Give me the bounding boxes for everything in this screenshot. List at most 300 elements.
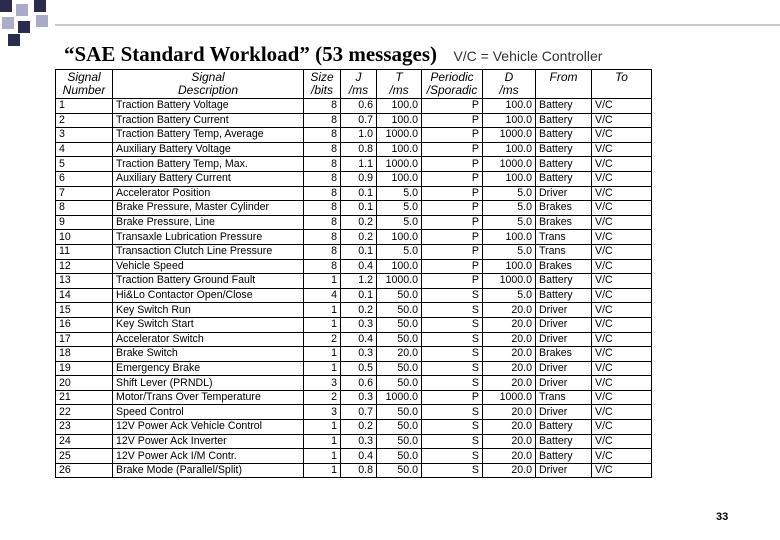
cell-to: V/C (592, 230, 652, 245)
slide-title (64, 42, 602, 67)
cell-jitter: 0.4 (341, 332, 377, 347)
table-row (56, 128, 652, 143)
cell-periodic-sporadic: P (422, 157, 483, 172)
cell-size: 1 (304, 420, 341, 435)
cell-jitter: 0.6 (341, 376, 377, 391)
table-row (56, 171, 652, 186)
square-icon (16, 4, 28, 16)
cell-size: 1 (304, 449, 341, 464)
cell-period: 50.0 (377, 376, 422, 391)
cell-from: Battery (536, 420, 592, 435)
cell-deadline: 1000.0 (483, 128, 536, 143)
cell-to: V/C (592, 463, 652, 478)
cell-jitter: 0.3 (341, 317, 377, 332)
cell-signal-description: Traction Battery Temp, Max. (113, 157, 304, 172)
cell-to: V/C (592, 303, 652, 318)
cell-size: 8 (304, 186, 341, 201)
cell-deadline: 20.0 (483, 317, 536, 332)
column-header-line: D (504, 70, 514, 84)
cell-from: Battery (536, 157, 592, 172)
cell-from: Brakes (536, 347, 592, 362)
cell-signal-description: Accelerator Position (113, 186, 304, 201)
cell-jitter: 0.1 (341, 288, 377, 303)
cell-to: V/C (592, 449, 652, 464)
cell-to: V/C (592, 142, 652, 157)
cell-jitter: 0.8 (341, 463, 377, 478)
cell-deadline: 100.0 (483, 230, 536, 245)
cell-jitter: 1.0 (341, 128, 377, 143)
table-row (56, 99, 652, 114)
cell-signal-description: Motor/Trans Over Temperature (113, 390, 304, 405)
cell-size: 4 (304, 288, 341, 303)
cell-periodic-sporadic: S (422, 317, 483, 332)
cell-size: 8 (304, 215, 341, 230)
table-row (56, 303, 652, 318)
table-row (56, 215, 652, 230)
cell-signal-number: 11 (56, 244, 113, 259)
square-icon (18, 21, 30, 33)
cell-signal-number: 12 (56, 259, 113, 274)
cell-periodic-sporadic: S (422, 449, 483, 464)
cell-signal-description: 12V Power Ack Vehicle Control (113, 420, 304, 435)
cell-periodic-sporadic: P (422, 244, 483, 259)
cell-deadline: 20.0 (483, 347, 536, 362)
cell-periodic-sporadic: S (422, 347, 483, 362)
cell-signal-number: 15 (56, 303, 113, 318)
table-row (56, 230, 652, 245)
cell-to: V/C (592, 361, 652, 376)
cell-signal-description: Accelerator Switch (113, 332, 304, 347)
cell-signal-number: 22 (56, 405, 113, 420)
table-row (56, 317, 652, 332)
cell-from: Driver (536, 317, 592, 332)
cell-size: 1 (304, 347, 341, 362)
cell-from: Trans (536, 230, 592, 245)
cell-jitter: 0.1 (341, 201, 377, 216)
cell-signal-description: Key Switch Start (113, 317, 304, 332)
cell-signal-description: Brake Pressure, Master Cylinder (113, 201, 304, 216)
cell-periodic-sporadic: S (422, 361, 483, 376)
cell-to: V/C (592, 113, 652, 128)
cell-period: 100.0 (377, 171, 422, 186)
cell-periodic-sporadic: P (422, 142, 483, 157)
cell-periodic-sporadic: P (422, 390, 483, 405)
cell-from: Brakes (536, 215, 592, 230)
cell-from: Driver (536, 463, 592, 478)
cell-size: 1 (304, 463, 341, 478)
cell-size: 1 (304, 274, 341, 289)
cell-signal-description: Key Switch Run (113, 303, 304, 318)
cell-jitter: 0.7 (341, 113, 377, 128)
cell-from: Battery (536, 113, 592, 128)
cell-periodic-sporadic: P (422, 259, 483, 274)
cell-periodic-sporadic: S (422, 332, 483, 347)
page-number: 33 (716, 511, 729, 523)
column-header-from (536, 70, 592, 99)
cell-size: 8 (304, 244, 341, 259)
cell-deadline: 1000.0 (483, 274, 536, 289)
cell-periodic-sporadic: P (422, 215, 483, 230)
table-header-row (56, 70, 652, 99)
cell-period: 100.0 (377, 259, 422, 274)
table-row (56, 390, 652, 405)
cell-jitter: 0.7 (341, 405, 377, 420)
square-icon (8, 34, 20, 46)
cell-to: V/C (592, 215, 652, 230)
cell-deadline: 5.0 (483, 201, 536, 216)
cell-size: 2 (304, 332, 341, 347)
cell-periodic-sporadic: S (422, 463, 483, 478)
cell-deadline: 20.0 (483, 303, 536, 318)
cell-signal-number: 18 (56, 347, 113, 362)
cell-jitter: 0.2 (341, 420, 377, 435)
cell-signal-number: 24 (56, 434, 113, 449)
cell-from: Battery (536, 288, 592, 303)
cell-signal-description: Vehicle Speed (113, 259, 304, 274)
cell-periodic-sporadic: P (422, 128, 483, 143)
square-icon (2, 17, 14, 29)
cell-signal-number: 3 (56, 128, 113, 143)
table-row (56, 244, 652, 259)
table-row (56, 186, 652, 201)
cell-deadline: 1000.0 (483, 390, 536, 405)
cell-signal-description: Brake Switch (113, 347, 304, 362)
cell-to: V/C (592, 259, 652, 274)
cell-deadline: 20.0 (483, 420, 536, 435)
cell-jitter: 0.1 (341, 244, 377, 259)
column-header-line: Number (62, 83, 106, 97)
cell-from: Driver (536, 376, 592, 391)
table-row (56, 463, 652, 478)
cell-period: 50.0 (377, 288, 422, 303)
cell-period: 100.0 (377, 99, 422, 114)
cell-jitter: 0.6 (341, 99, 377, 114)
table-row (56, 113, 652, 128)
cell-signal-number: 10 (56, 230, 113, 245)
column-header-periodic-sporadic (422, 70, 483, 99)
cell-signal-description: Speed Control (113, 405, 304, 420)
cell-jitter: 1.1 (341, 157, 377, 172)
cell-from: Battery (536, 434, 592, 449)
cell-signal-description: Shift Lever (PRNDL) (113, 376, 304, 391)
cell-signal-description: Brake Mode (Parallel/Split) (113, 463, 304, 478)
cell-to: V/C (592, 274, 652, 289)
cell-from: Driver (536, 361, 592, 376)
cell-periodic-sporadic: S (422, 303, 483, 318)
column-header-line: T (395, 70, 403, 84)
cell-period: 50.0 (377, 361, 422, 376)
cell-periodic-sporadic: P (422, 274, 483, 289)
cell-periodic-sporadic: S (422, 288, 483, 303)
cell-to: V/C (592, 332, 652, 347)
cell-deadline: 20.0 (483, 463, 536, 478)
cell-from: Driver (536, 186, 592, 201)
column-header-line: To (615, 70, 628, 84)
cell-to: V/C (592, 317, 652, 332)
cell-period: 5.0 (377, 215, 422, 230)
cell-signal-number: 26 (56, 463, 113, 478)
cell-deadline: 5.0 (483, 215, 536, 230)
cell-size: 3 (304, 405, 341, 420)
cell-periodic-sporadic: P (422, 186, 483, 201)
cell-to: V/C (592, 244, 652, 259)
cell-jitter: 0.3 (341, 434, 377, 449)
cell-to: V/C (592, 405, 652, 420)
cell-to: V/C (592, 128, 652, 143)
cell-size: 2 (304, 390, 341, 405)
cell-periodic-sporadic: P (422, 113, 483, 128)
cell-from: Battery (536, 128, 592, 143)
cell-period: 50.0 (377, 303, 422, 318)
table-row (56, 361, 652, 376)
cell-signal-number: 9 (56, 215, 113, 230)
cell-periodic-sporadic: S (422, 376, 483, 391)
cell-size: 8 (304, 259, 341, 274)
cell-signal-description: 12V Power Ack I/M Contr. (113, 449, 304, 464)
column-header-line: /Sporadic (426, 83, 478, 97)
cell-signal-number: 1 (56, 99, 113, 114)
cell-to: V/C (592, 186, 652, 201)
cell-from: Trans (536, 390, 592, 405)
cell-periodic-sporadic: P (422, 99, 483, 114)
cell-deadline: 20.0 (483, 332, 536, 347)
column-header-size (304, 70, 341, 99)
cell-to: V/C (592, 434, 652, 449)
cell-periodic-sporadic: P (422, 171, 483, 186)
cell-period: 50.0 (377, 317, 422, 332)
table-row (56, 405, 652, 420)
cell-to: V/C (592, 99, 652, 114)
column-header-line (537, 84, 590, 97)
cell-jitter: 0.9 (341, 171, 377, 186)
cell-to: V/C (592, 376, 652, 391)
cell-from: Driver (536, 332, 592, 347)
cell-period: 100.0 (377, 230, 422, 245)
cell-from: Driver (536, 405, 592, 420)
cell-period: 5.0 (377, 244, 422, 259)
cell-deadline: 20.0 (483, 376, 536, 391)
cell-signal-description: Transaxle Lubrication Pressure (113, 230, 304, 245)
cell-signal-number: 6 (56, 171, 113, 186)
cell-to: V/C (592, 390, 652, 405)
cell-period: 1000.0 (377, 390, 422, 405)
cell-period: 5.0 (377, 186, 422, 201)
cell-signal-description: Traction Battery Voltage (113, 99, 304, 114)
cell-deadline: 100.0 (483, 99, 536, 114)
column-header-signal-description (113, 70, 304, 99)
cell-to: V/C (592, 288, 652, 303)
table-row (56, 434, 652, 449)
cell-size: 8 (304, 171, 341, 186)
cell-size: 8 (304, 142, 341, 157)
cell-period: 50.0 (377, 449, 422, 464)
cell-signal-number: 14 (56, 288, 113, 303)
cell-deadline: 20.0 (483, 405, 536, 420)
cell-from: Driver (536, 303, 592, 318)
cell-signal-number: 20 (56, 376, 113, 391)
cell-from: Brakes (536, 201, 592, 216)
cell-jitter: 0.4 (341, 259, 377, 274)
title-text: “SAE Standard Workload” (53 messages) (64, 42, 437, 66)
cell-signal-description: Auxiliary Battery Voltage (113, 142, 304, 157)
cell-to: V/C (592, 420, 652, 435)
cell-period: 50.0 (377, 405, 422, 420)
table-row (56, 274, 652, 289)
cell-from: Battery (536, 449, 592, 464)
cell-signal-number: 8 (56, 201, 113, 216)
column-header-jitter (341, 70, 377, 99)
cell-deadline: 5.0 (483, 186, 536, 201)
cell-period: 1000.0 (377, 274, 422, 289)
cell-periodic-sporadic: P (422, 201, 483, 216)
cell-period: 50.0 (377, 420, 422, 435)
cell-jitter: 1.2 (341, 274, 377, 289)
cell-signal-description: Emergency Brake (113, 361, 304, 376)
cell-signal-description: Transaction Clutch Line Pressure (113, 244, 304, 259)
table-row (56, 142, 652, 157)
cell-size: 8 (304, 99, 341, 114)
column-header-line: Periodic (430, 70, 474, 84)
column-header-line: /bits (310, 83, 333, 97)
cell-deadline: 100.0 (483, 113, 536, 128)
cell-jitter: 0.2 (341, 303, 377, 318)
cell-deadline: 100.0 (483, 142, 536, 157)
cell-size: 8 (304, 128, 341, 143)
square-icon (34, 0, 46, 12)
cell-signal-description: Auxiliary Battery Current (113, 171, 304, 186)
column-header-line: /ms (499, 83, 519, 97)
cell-signal-description: Brake Pressure, Line (113, 215, 304, 230)
cell-from: Battery (536, 274, 592, 289)
table-row (56, 376, 652, 391)
cell-size: 1 (304, 303, 341, 318)
column-header-line: Size (310, 70, 334, 84)
cell-deadline: 100.0 (483, 171, 536, 186)
cell-from: Battery (536, 171, 592, 186)
cell-from: Battery (536, 142, 592, 157)
cell-jitter: 0.4 (341, 449, 377, 464)
cell-to: V/C (592, 171, 652, 186)
column-header-line: J (355, 70, 362, 84)
table-row (56, 157, 652, 172)
cell-period: 100.0 (377, 113, 422, 128)
cell-signal-description: Traction Battery Current (113, 113, 304, 128)
cell-signal-number: 17 (56, 332, 113, 347)
cell-size: 8 (304, 157, 341, 172)
cell-jitter: 0.3 (341, 347, 377, 362)
column-header-deadline (483, 70, 536, 99)
cell-signal-number: 19 (56, 361, 113, 376)
cell-period: 50.0 (377, 434, 422, 449)
cell-periodic-sporadic: S (422, 420, 483, 435)
cell-size: 3 (304, 376, 341, 391)
cell-signal-number: 7 (56, 186, 113, 201)
cell-periodic-sporadic: S (422, 434, 483, 449)
square-icon (36, 15, 48, 27)
cell-signal-description: Traction Battery Ground Fault (113, 274, 304, 289)
cell-jitter: 0.5 (341, 361, 377, 376)
cell-jitter: 0.2 (341, 230, 377, 245)
cell-signal-number: 21 (56, 390, 113, 405)
cell-signal-description: Traction Battery Temp, Average (113, 128, 304, 143)
cell-size: 1 (304, 361, 341, 376)
cell-period: 50.0 (377, 332, 422, 347)
cell-from: Battery (536, 99, 592, 114)
column-header-line: /ms (348, 83, 369, 97)
cell-size: 8 (304, 230, 341, 245)
cell-signal-number: 16 (56, 317, 113, 332)
column-header-line: From (549, 70, 578, 84)
header-rule (55, 24, 780, 26)
cell-signal-number: 13 (56, 274, 113, 289)
cell-to: V/C (592, 347, 652, 362)
cell-period: 1000.0 (377, 128, 422, 143)
table-row (56, 201, 652, 216)
table-row (56, 332, 652, 347)
table-row (56, 347, 652, 362)
column-header-line: /ms (389, 83, 409, 97)
column-header-line (593, 84, 650, 97)
table-body (56, 99, 652, 478)
cell-deadline: 5.0 (483, 244, 536, 259)
column-header-to (592, 70, 652, 99)
table-row (56, 449, 652, 464)
cell-deadline: 1000.0 (483, 157, 536, 172)
cell-deadline: 5.0 (483, 288, 536, 303)
cell-to: V/C (592, 157, 652, 172)
cell-deadline: 20.0 (483, 361, 536, 376)
cell-signal-description: Hi&Lo Contactor Open/Close (113, 288, 304, 303)
subtitle-text: V/C = Vehicle Controller (453, 48, 603, 64)
cell-size: 8 (304, 201, 341, 216)
table-row (56, 288, 652, 303)
cell-deadline: 100.0 (483, 259, 536, 274)
cell-period: 5.0 (377, 201, 422, 216)
column-header-line: Signal (67, 70, 101, 84)
cell-periodic-sporadic: S (422, 405, 483, 420)
cell-signal-number: 5 (56, 157, 113, 172)
column-header-line: Description (177, 83, 239, 97)
square-icon (0, 0, 12, 12)
table-row (56, 259, 652, 274)
cell-to: V/C (592, 201, 652, 216)
cell-period: 1000.0 (377, 157, 422, 172)
cell-signal-number: 25 (56, 449, 113, 464)
cell-deadline: 20.0 (483, 434, 536, 449)
cell-signal-number: 2 (56, 113, 113, 128)
workload-table (55, 69, 652, 478)
cell-period: 50.0 (377, 463, 422, 478)
cell-jitter: 0.2 (341, 215, 377, 230)
cell-jitter: 0.3 (341, 390, 377, 405)
cell-signal-number: 4 (56, 142, 113, 157)
cell-size: 8 (304, 113, 341, 128)
cell-period: 20.0 (377, 347, 422, 362)
column-header-line: Signal (191, 70, 225, 84)
cell-from: Trans (536, 244, 592, 259)
cell-from: Brakes (536, 259, 592, 274)
cell-jitter: 0.1 (341, 186, 377, 201)
cell-signal-number: 23 (56, 420, 113, 435)
column-header-signal-number (56, 70, 113, 99)
cell-periodic-sporadic: P (422, 230, 483, 245)
cell-jitter: 0.8 (341, 142, 377, 157)
column-header-period (377, 70, 422, 99)
cell-size: 1 (304, 434, 341, 449)
table-row (56, 420, 652, 435)
cell-signal-description: 12V Power Ack Inverter (113, 434, 304, 449)
cell-deadline: 20.0 (483, 449, 536, 464)
